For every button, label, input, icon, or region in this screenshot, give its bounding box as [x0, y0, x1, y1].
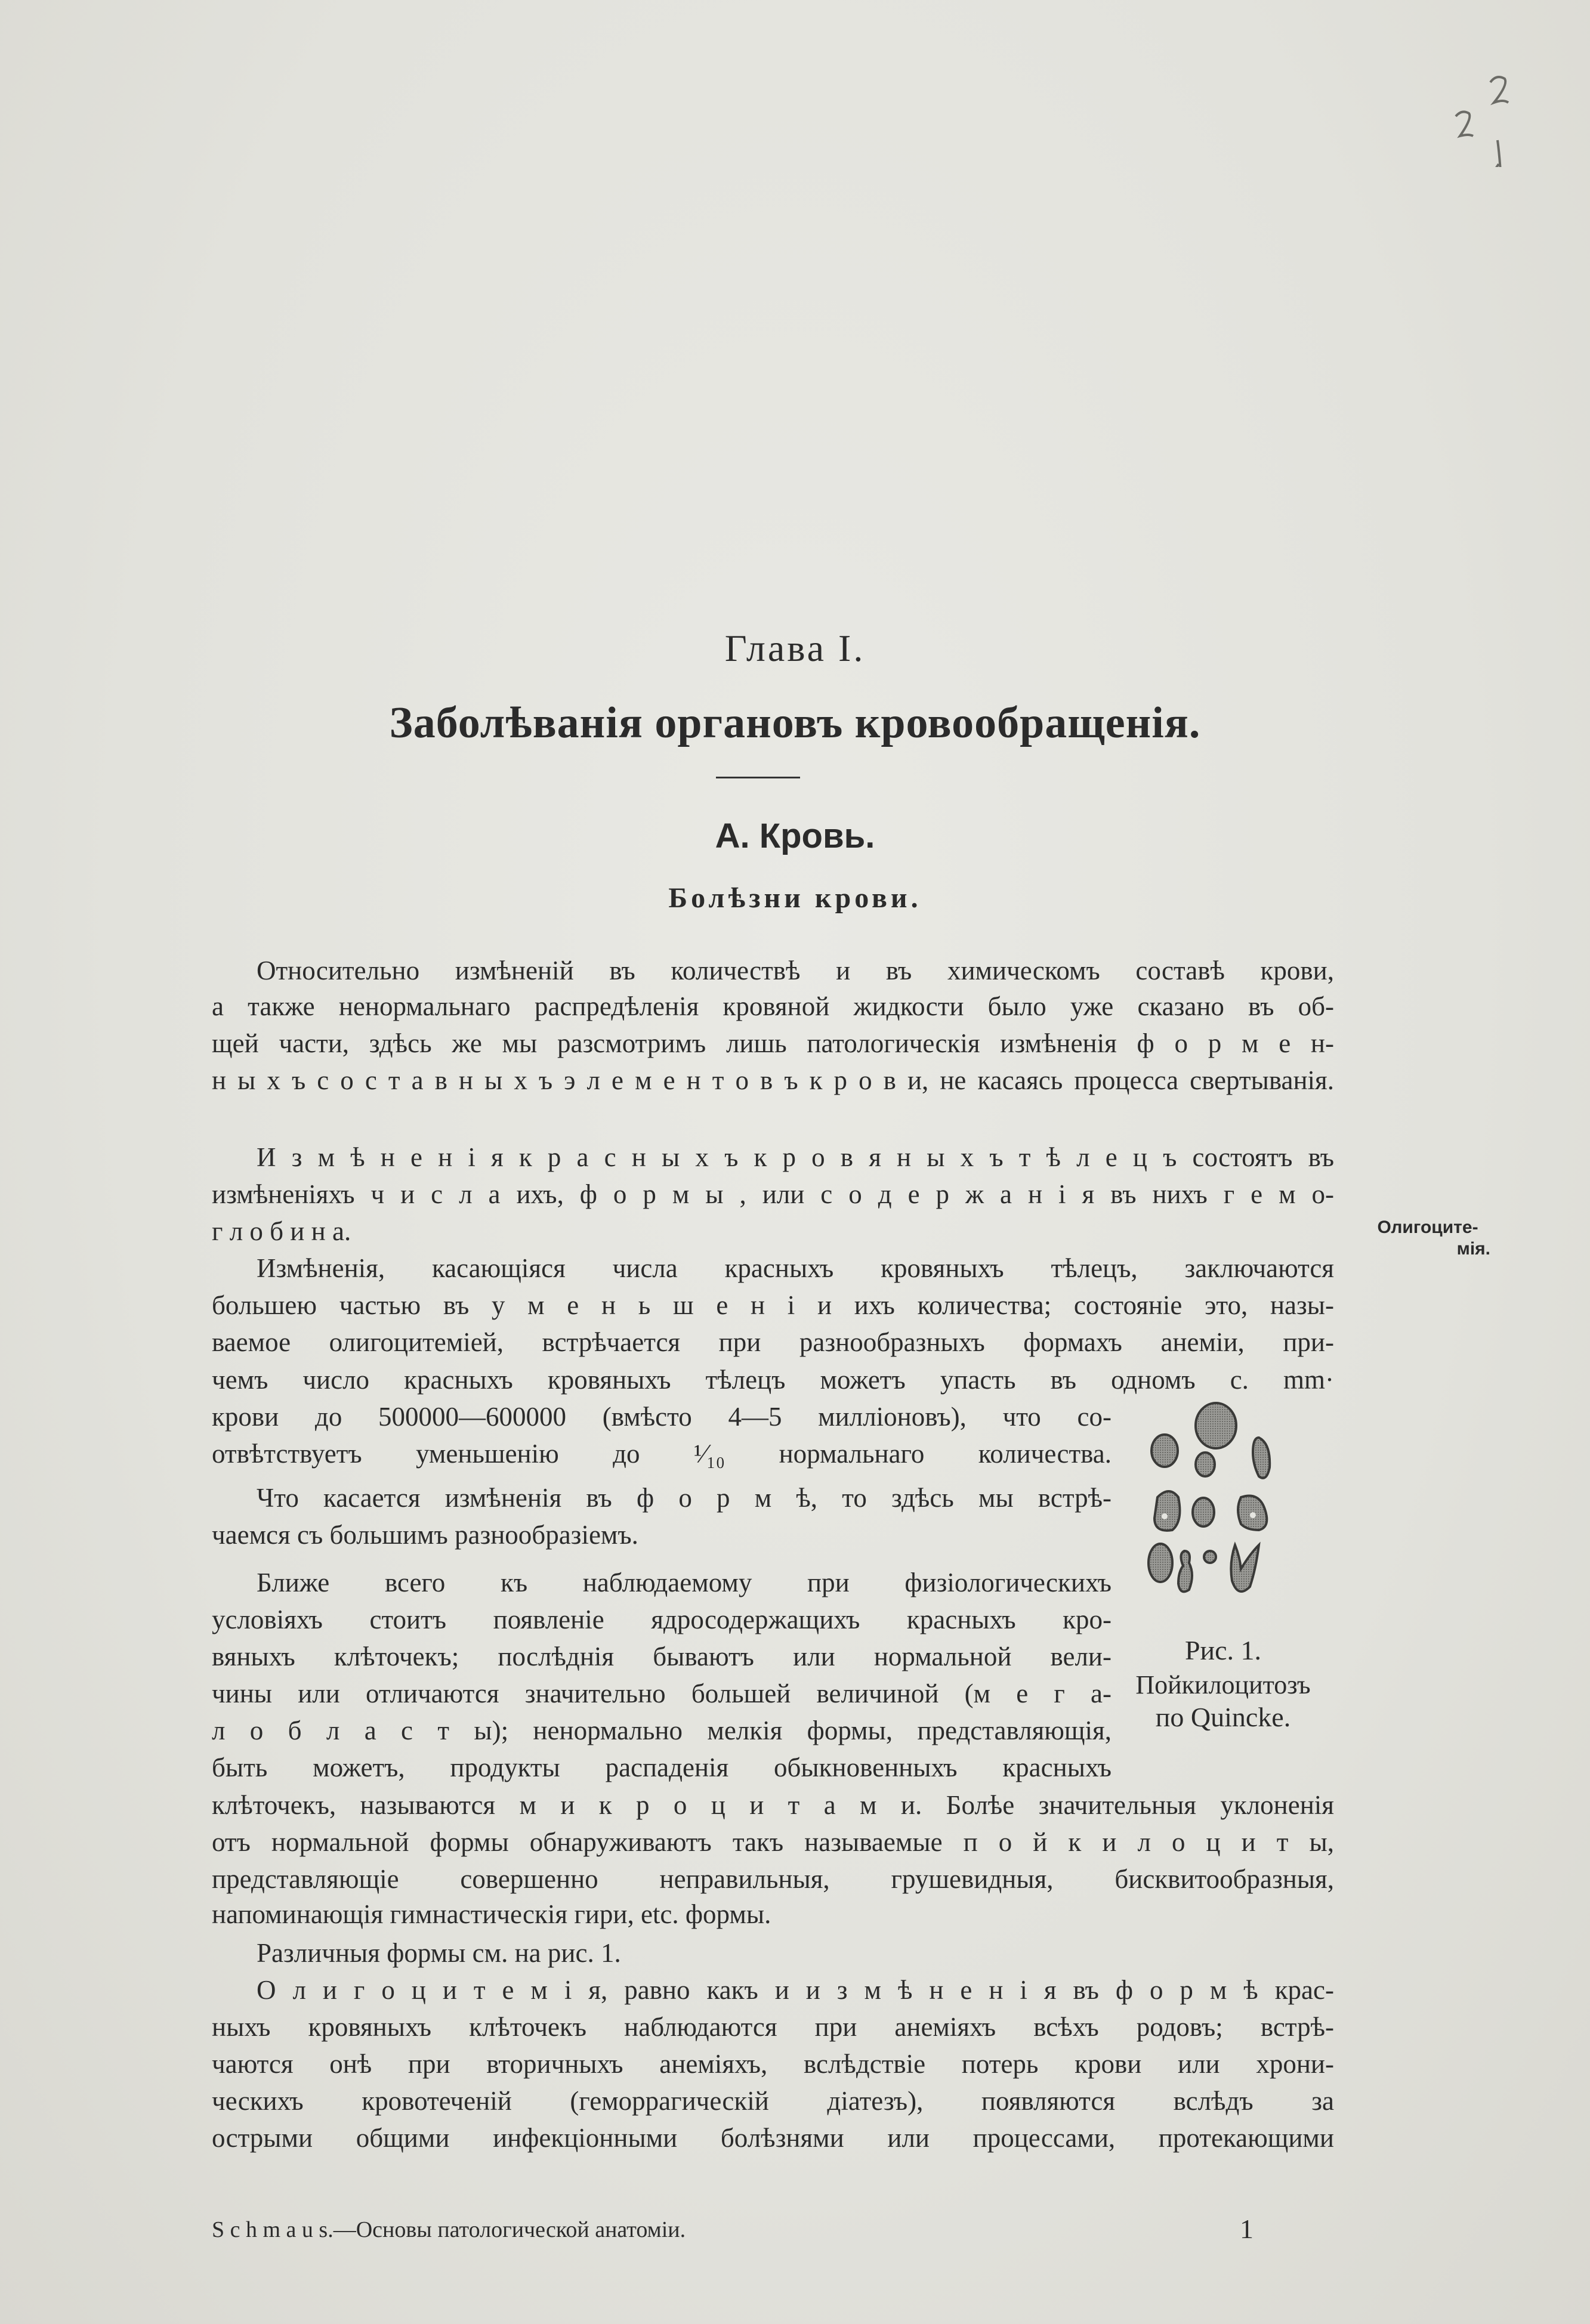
body-line: л о б л а с т ы); ненормально мелкія формы, представляющія, — [212, 1716, 1112, 1745]
title-divider — [716, 777, 800, 778]
body-line: чемъ число красныхъ кровяныхъ тѣлецъ можетъ упасть въ одномъ c. mm· — [212, 1365, 1334, 1395]
body-line: Относительно измѣненій въ количествѣ и въ химическомъ составѣ крови, — [257, 956, 1334, 985]
margin-note — [1353, 1217, 1502, 1260]
body-line: ваемое олигоцитеміей, встрѣчается при разнообразныхъ формахъ анеміи, при- — [212, 1327, 1334, 1357]
margin-note-line: Олигоците- — [1377, 1217, 1478, 1237]
body-line: Различныя формы см. на рис. 1. — [257, 1938, 621, 1968]
handwritten-page-number — [1444, 36, 1527, 167]
body-line: щей части, здѣсь же мы разсмотримъ лишь патологическія измѣненія ф о р м е н- — [212, 1028, 1334, 1058]
body-line: напоминающія гимнастическія гири, etc. формы. — [212, 1899, 771, 1929]
blood-cell — [1154, 1491, 1180, 1531]
body-line: а также ненормальнаго распредѣленія кровяной жидкости было уже сказано въ об- — [212, 991, 1334, 1021]
body-line: вяныхъ клѣточекъ; послѣднія бываютъ или нормальной вели- — [212, 1642, 1112, 1671]
blood-cell — [1193, 1498, 1214, 1526]
body-line: чаются онѣ при вторичныхъ анеміяхъ, вслѣдствіе потерь крови или хрони- — [212, 2049, 1334, 2079]
subsection-heading: Болѣзни крови. — [668, 882, 922, 914]
margin-note-line: мія. — [1456, 1239, 1490, 1259]
body-line: ныхъ кровяныхъ клѣточекъ наблюдаются при анеміяхъ всѣхъ родовъ; встрѣ- — [212, 2012, 1334, 2042]
poikilocytosis-figure — [1146, 1402, 1295, 1605]
body-line: отъ нормальной формы обнаруживаютъ такъ называемые п о й к и л о ц и т ы, — [212, 1827, 1334, 1857]
figure-caption-source: по Quincke. — [1155, 1702, 1291, 1732]
body-line: измѣненіяхъ ч и с л а ихъ, ф о р м ы , или с о д е р ж а н і я въ нихъ г е м о- — [212, 1179, 1334, 1209]
body-line: большею частью въ у м е н ь ш е н і и ихъ количества; состояніе это, назы- — [212, 1290, 1334, 1320]
body-line: чины или отличаются значительно большей величиной (м е г а- — [212, 1679, 1112, 1708]
body-line: Что касается измѣненія въ ф о р м ѣ, то здѣсь мы встрѣ- — [257, 1483, 1112, 1513]
blood-cell — [1148, 1544, 1172, 1582]
page-number: 1 — [1240, 2214, 1254, 2244]
body-line: н ы х ъ с о с т а в н ы х ъ э л е м е н т о в ъ к р о в и, не касаясь процесса свертыванія. — [212, 1065, 1334, 1095]
body-line: ческихъ кровотеченій (геморрагическій діатезъ), появляются вслѣдъ за — [212, 2086, 1334, 2116]
body-line: чаемся съ большимъ разнообразіемъ. — [212, 1520, 638, 1550]
blood-cell — [1204, 1551, 1216, 1563]
body-line: условіяхъ стоитъ появленіе ядросодержащихъ красныхъ кро- — [212, 1605, 1112, 1634]
body-line: отвѣтствуетъ уменьшенію до ¹⁄₁₀ нормальнаго количества. — [212, 1439, 1112, 1469]
body-line: г л о б и н а. — [212, 1216, 351, 1246]
body-line: крови до 500000—600000 (вмѣсто 4—5 милліоновъ), что со- — [212, 1402, 1112, 1432]
running-footer: S c h m a u s.—Основы патологической анатоміи. — [212, 2217, 686, 2242]
body-line: И з м ѣ н е н і я к р а с н ы х ъ к р о в я н ы х ъ т ѣ л е ц ъ состоятъ въ — [257, 1142, 1334, 1172]
body-line: Ближе всего къ наблюдаемому при физіологическихъ — [257, 1568, 1112, 1597]
blood-cell — [1253, 1438, 1270, 1478]
figure-caption-title: Пойкилоцитозъ — [1135, 1670, 1311, 1699]
body-line: острыми общими инфекціонными болѣзнями или процессами, протекающими — [212, 2123, 1334, 2153]
chapter-title: Заболѣванія органовъ кровообращенія. — [389, 699, 1201, 747]
blood-cell — [1196, 1452, 1215, 1476]
body-line: представляющіе совершенно неправильныя, грушевидныя, бисквитообразныя, — [212, 1864, 1334, 1894]
section-heading: А. Кровь. — [715, 817, 875, 855]
blood-cell — [1196, 1403, 1236, 1448]
body-line: Измѣненія, касающіяся числа красныхъ кровяныхъ тѣлецъ, заключаются — [257, 1253, 1334, 1283]
blood-cell — [1231, 1545, 1259, 1591]
chapter-heading: Глава I. — [724, 627, 866, 669]
blood-cell — [1151, 1435, 1178, 1467]
blood-cell — [1178, 1551, 1192, 1591]
body-line: О л и г о ц и т е м і я, равно какъ и и з м ѣ н е н і я въ ф о р м ѣ крас- — [257, 1975, 1334, 2005]
figure-caption-number: Рис. 1. — [1184, 1635, 1262, 1665]
body-line: быть можетъ, продукты распаденія обыкновенныхъ красныхъ — [212, 1753, 1112, 1782]
body-line: клѣточекъ, называются м и к р о ц и т а м и. Болѣе значительныя уклоненія — [212, 1790, 1334, 1820]
